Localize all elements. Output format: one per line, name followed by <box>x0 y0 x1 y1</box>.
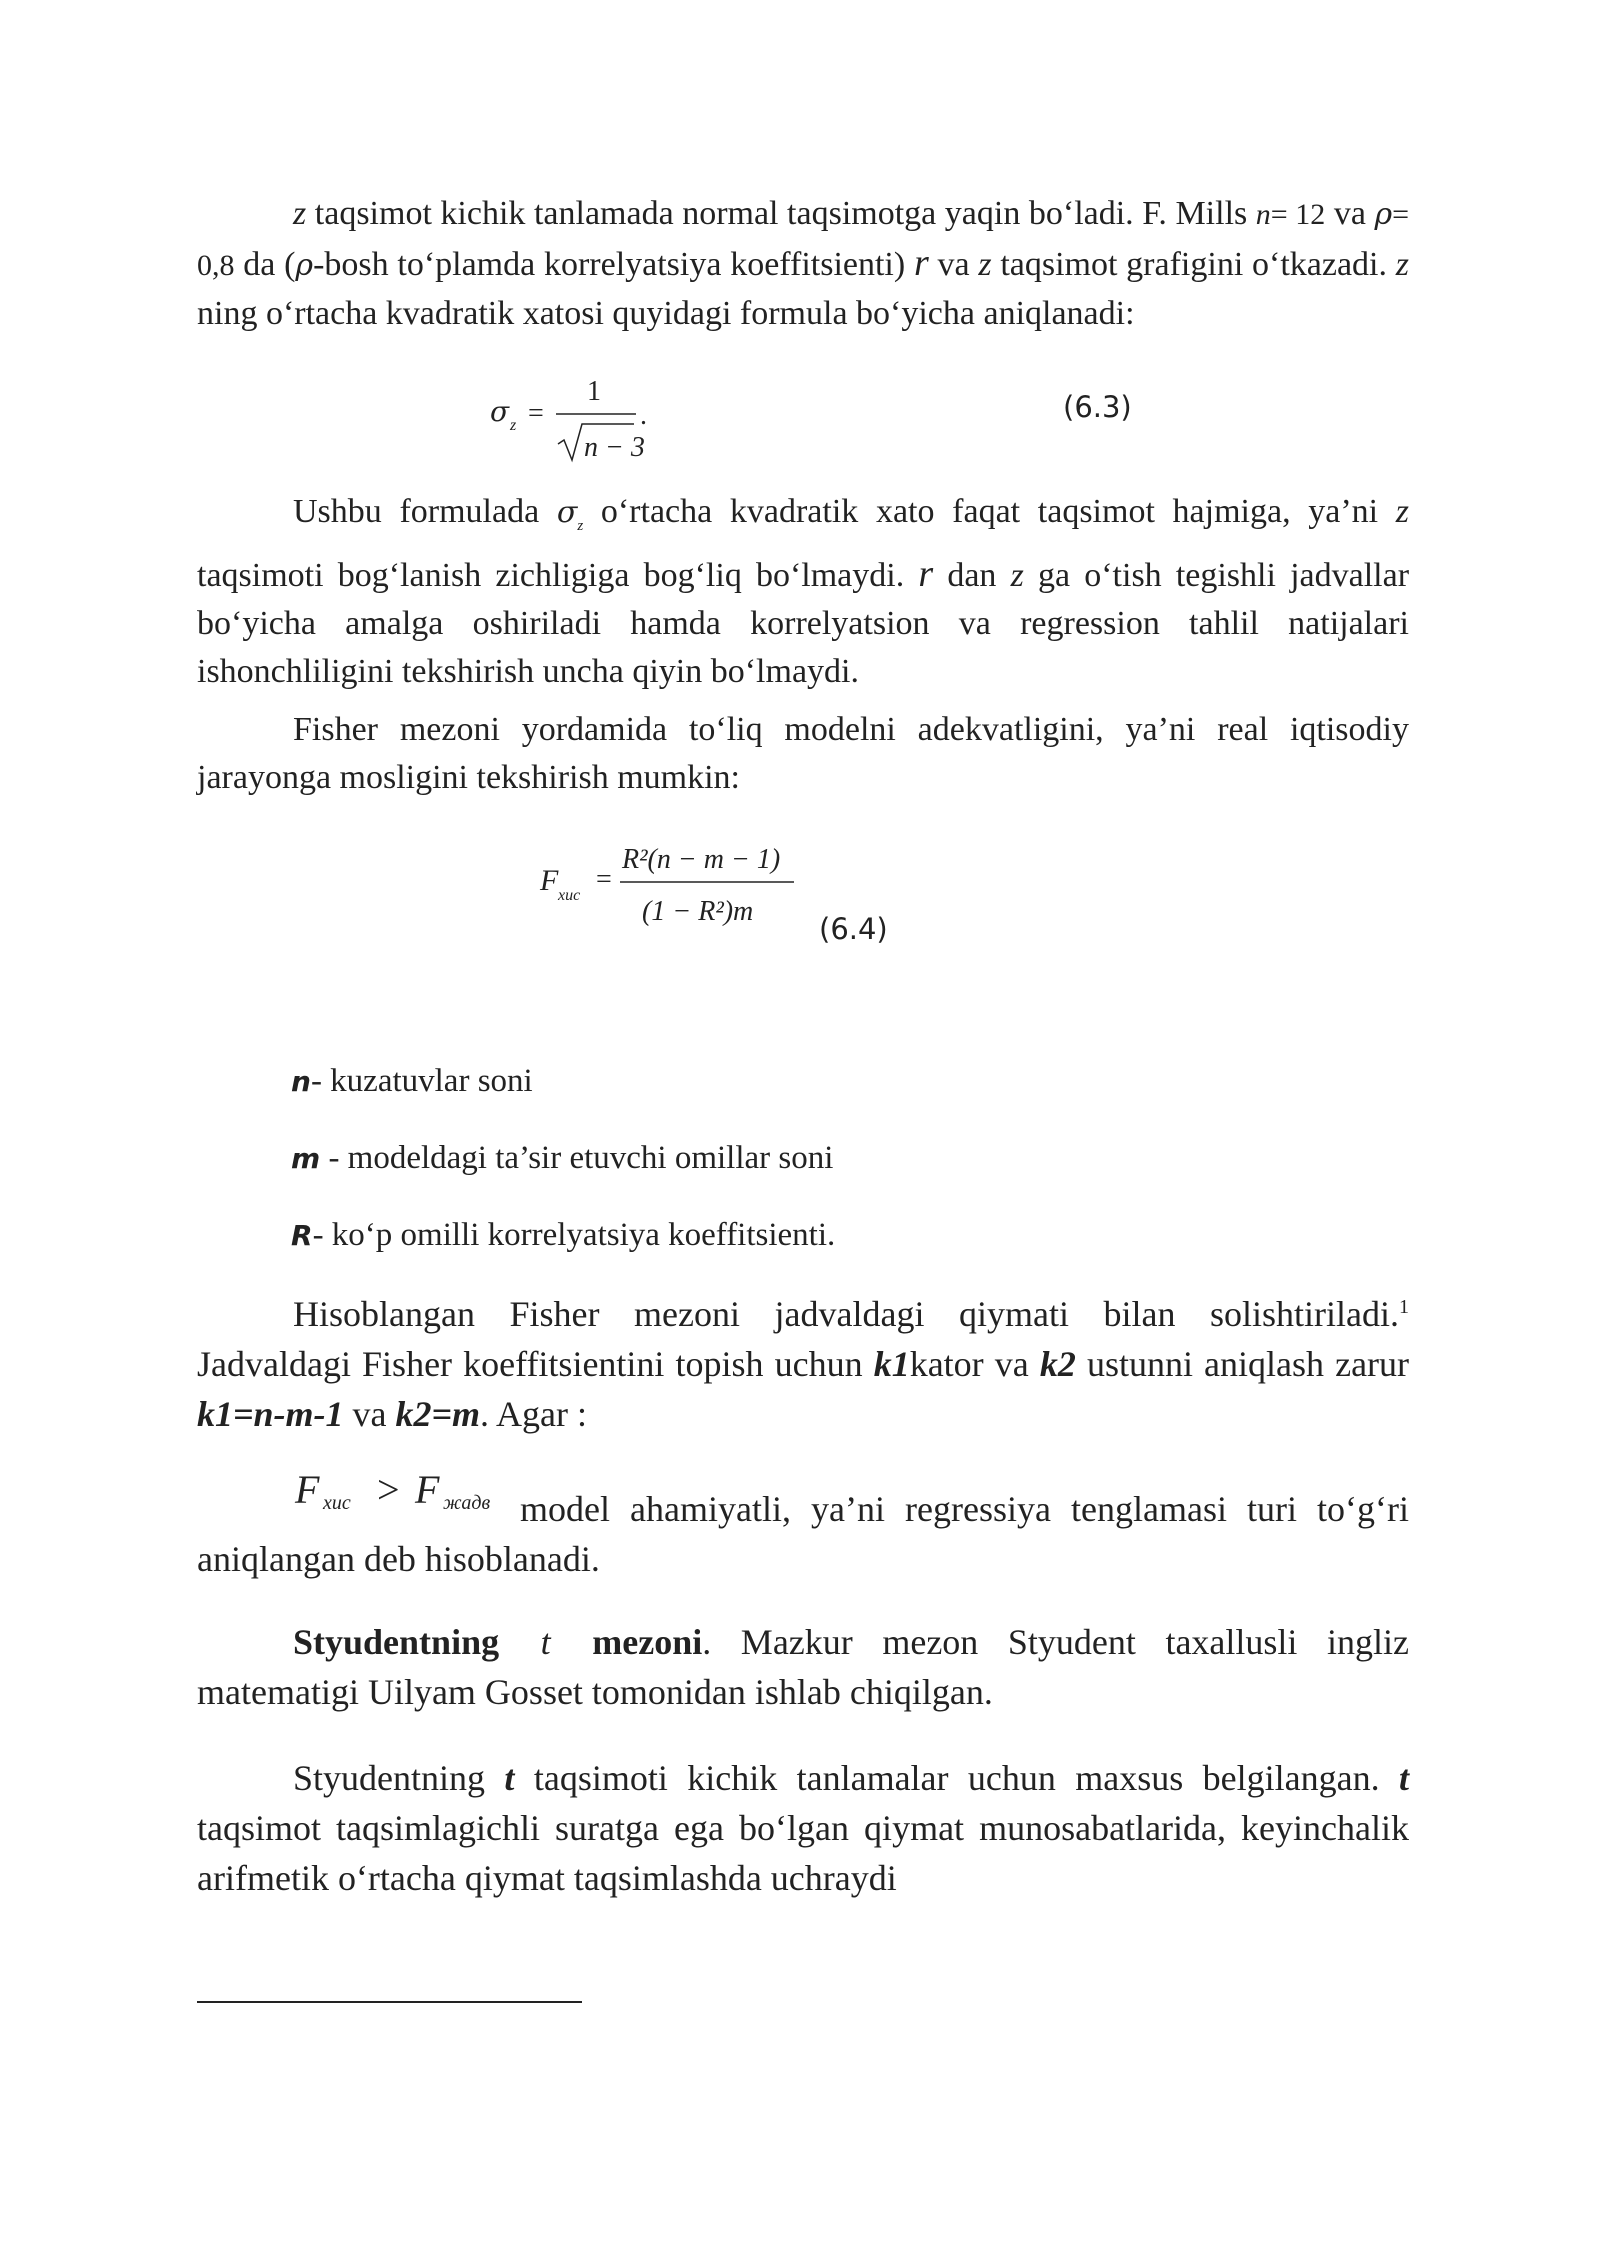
formula-6-3 <box>488 368 688 468</box>
z-symbol: z <box>293 195 307 232</box>
f-subscript: хис <box>558 887 581 904</box>
paragraph-model-significance <box>197 1462 1409 1579</box>
text: Styudentning <box>293 1758 486 1798</box>
sigma-subscript: z <box>577 517 584 534</box>
text: va <box>937 246 970 283</box>
text: ning o‘rtacha kvadratik xatosi quyidagi formula bo‘yicha aniqlanadi: <box>197 295 1135 332</box>
f-table-subscript: жадв <box>443 1492 491 1514</box>
text: . Agar : <box>480 1394 587 1434</box>
rho-value: = 0,8 <box>197 198 1410 282</box>
text: va <box>352 1394 387 1434</box>
text: o‘rtacha kvadratik xato faqat taqsimot hajmiga, ya’ni <box>600 493 1379 530</box>
definition-text: - kuzatuvlar soni <box>310 1063 533 1099</box>
formula-dot: . <box>640 400 647 431</box>
text: -bosh to‘plamda korrelyatsiya koeffitsienti) <box>313 246 906 283</box>
numerator: R²(n − m − 1) <box>622 844 781 875</box>
variable-n: n <box>291 1065 311 1098</box>
k1-formula: k1=n-m-1 <box>197 1394 344 1434</box>
text: taqsimot grafigini <box>1000 246 1244 283</box>
f-table-symbol: F <box>415 1467 440 1512</box>
t-symbol: t <box>540 1622 551 1662</box>
r-symbol: r <box>918 552 934 595</box>
sigma-symbol: σ <box>556 495 578 530</box>
text: Fisher mezoni yordamida to‘liq modelni adekvatligini, ya’ni real iqtisodiy jarayonga mosligini tekshirish mumkin: <box>197 711 1409 796</box>
text: taqsimot taqsimlagichli suratga ega bo‘lgan qiymat munosabatlarida, keyinchalik arifmetik o‘rtacha qiymat taqsimlashda uchraydi <box>197 1808 1409 1898</box>
equals-sign: = <box>596 864 612 895</box>
rho-symbol: ρ <box>1374 197 1393 232</box>
paragraph-fisher-intro <box>197 706 1409 802</box>
z-symbol: z <box>978 246 992 283</box>
k2-formula: k2=m <box>395 1394 481 1434</box>
text: da ( <box>243 246 296 283</box>
formula-6-4 <box>538 832 808 940</box>
definition-r <box>291 1215 835 1256</box>
text: taqsimot kichik tanlamada normal taqsimotga yaqin bo‘ladi. F. Mills <box>314 195 1248 232</box>
n-value: = 12 <box>1270 198 1326 231</box>
text: ustunni aniqlash zarur <box>1086 1344 1410 1384</box>
text: va <box>1333 195 1366 232</box>
f-symbol: F <box>540 864 559 897</box>
rho-symbol: ρ <box>295 248 314 283</box>
paragraph-z-distribution <box>197 190 1409 338</box>
text: Hisoblangan Fisher mezoni jadvaldagi qiymati bilan solishtiriladi. <box>293 1294 1399 1334</box>
text: kator va <box>909 1344 1029 1384</box>
z-symbol: z <box>1395 493 1410 530</box>
text: dan <box>947 556 997 594</box>
numerator: 1 <box>587 376 601 407</box>
text: taqsimoti kichik tanlamalar uchun maxsus belgilangan. <box>533 1758 1380 1798</box>
f-calc-symbol: F <box>295 1467 320 1512</box>
equation-number-6-4: (6.4) <box>819 912 888 946</box>
footnote-separator <box>197 2001 582 2003</box>
denominator: (1 − R²)m <box>642 896 754 927</box>
text-bold: mezoni <box>592 1622 703 1662</box>
k1-label: k1 <box>873 1344 910 1384</box>
text: . Mazkur mezon Styudent taxallusli ingliz matematigi Uilyam Gosset tomonidan ishlab chiqilgan. <box>197 1622 1409 1712</box>
text: Jadvaldagi Fisher koeffitsientini topish uchun <box>197 1344 863 1384</box>
paragraph-t-distribution <box>197 1753 1409 1903</box>
paragraph-sigma-z <box>197 488 1409 696</box>
text: model ahamiyatli, ya’ni regressiya tenglamasi turi to‘g‘ri aniqlangan deb hisoblanadi. <box>197 1489 1409 1579</box>
definition-m <box>291 1138 833 1179</box>
paragraph-student-t <box>197 1617 1409 1717</box>
t-symbol: t <box>504 1758 515 1798</box>
definition-text: - ko‘p omilli korrelyatsiya koeffitsienti. <box>312 1217 836 1253</box>
variable-m: m <box>291 1142 321 1175</box>
f-calc-subscript: хис <box>323 1492 351 1514</box>
t-symbol: t <box>1399 1758 1410 1798</box>
text: Ushbu formulada <box>293 493 540 530</box>
sigma-symbol: σ <box>490 395 510 428</box>
text-bold: Styudentning <box>293 1622 500 1662</box>
r-symbol: r <box>913 242 929 284</box>
sigma-subscript: z <box>510 417 517 434</box>
z-symbol: z <box>1395 246 1409 283</box>
text: ga o‘tish tegishli jadvallar bo‘yicha amalga oshiriladi hamda korrelyatsion va regression tahlil natijalari ishonchliligini tekshirish uncha qiyin bo‘lmaydi. <box>197 556 1410 690</box>
denominator: n − 3 <box>584 432 645 463</box>
footnote-mark: 1 <box>1399 1296 1409 1318</box>
equation-number-6-3: (6.3) <box>1063 390 1132 424</box>
formula-6-4-svg <box>538 832 808 940</box>
formula-6-3-svg <box>488 368 688 468</box>
n-symbol: n <box>1255 198 1271 231</box>
greater-than: > <box>377 1467 400 1512</box>
variable-r: R <box>291 1219 313 1252</box>
text: taqsimoti bog‘lanish zichligiga bog‘liq bo‘lmaydi. <box>197 556 905 594</box>
equals-sign: = <box>528 398 544 429</box>
definition-n <box>291 1061 533 1102</box>
k2-label: k2 <box>1039 1344 1076 1384</box>
z-symbol: z <box>1010 556 1024 594</box>
paragraph-fisher-table <box>197 1282 1409 1439</box>
text: o‘tkazadi. <box>1252 246 1388 283</box>
definition-text: - modeldagi ta’sir etuvchi omillar soni <box>320 1140 834 1176</box>
